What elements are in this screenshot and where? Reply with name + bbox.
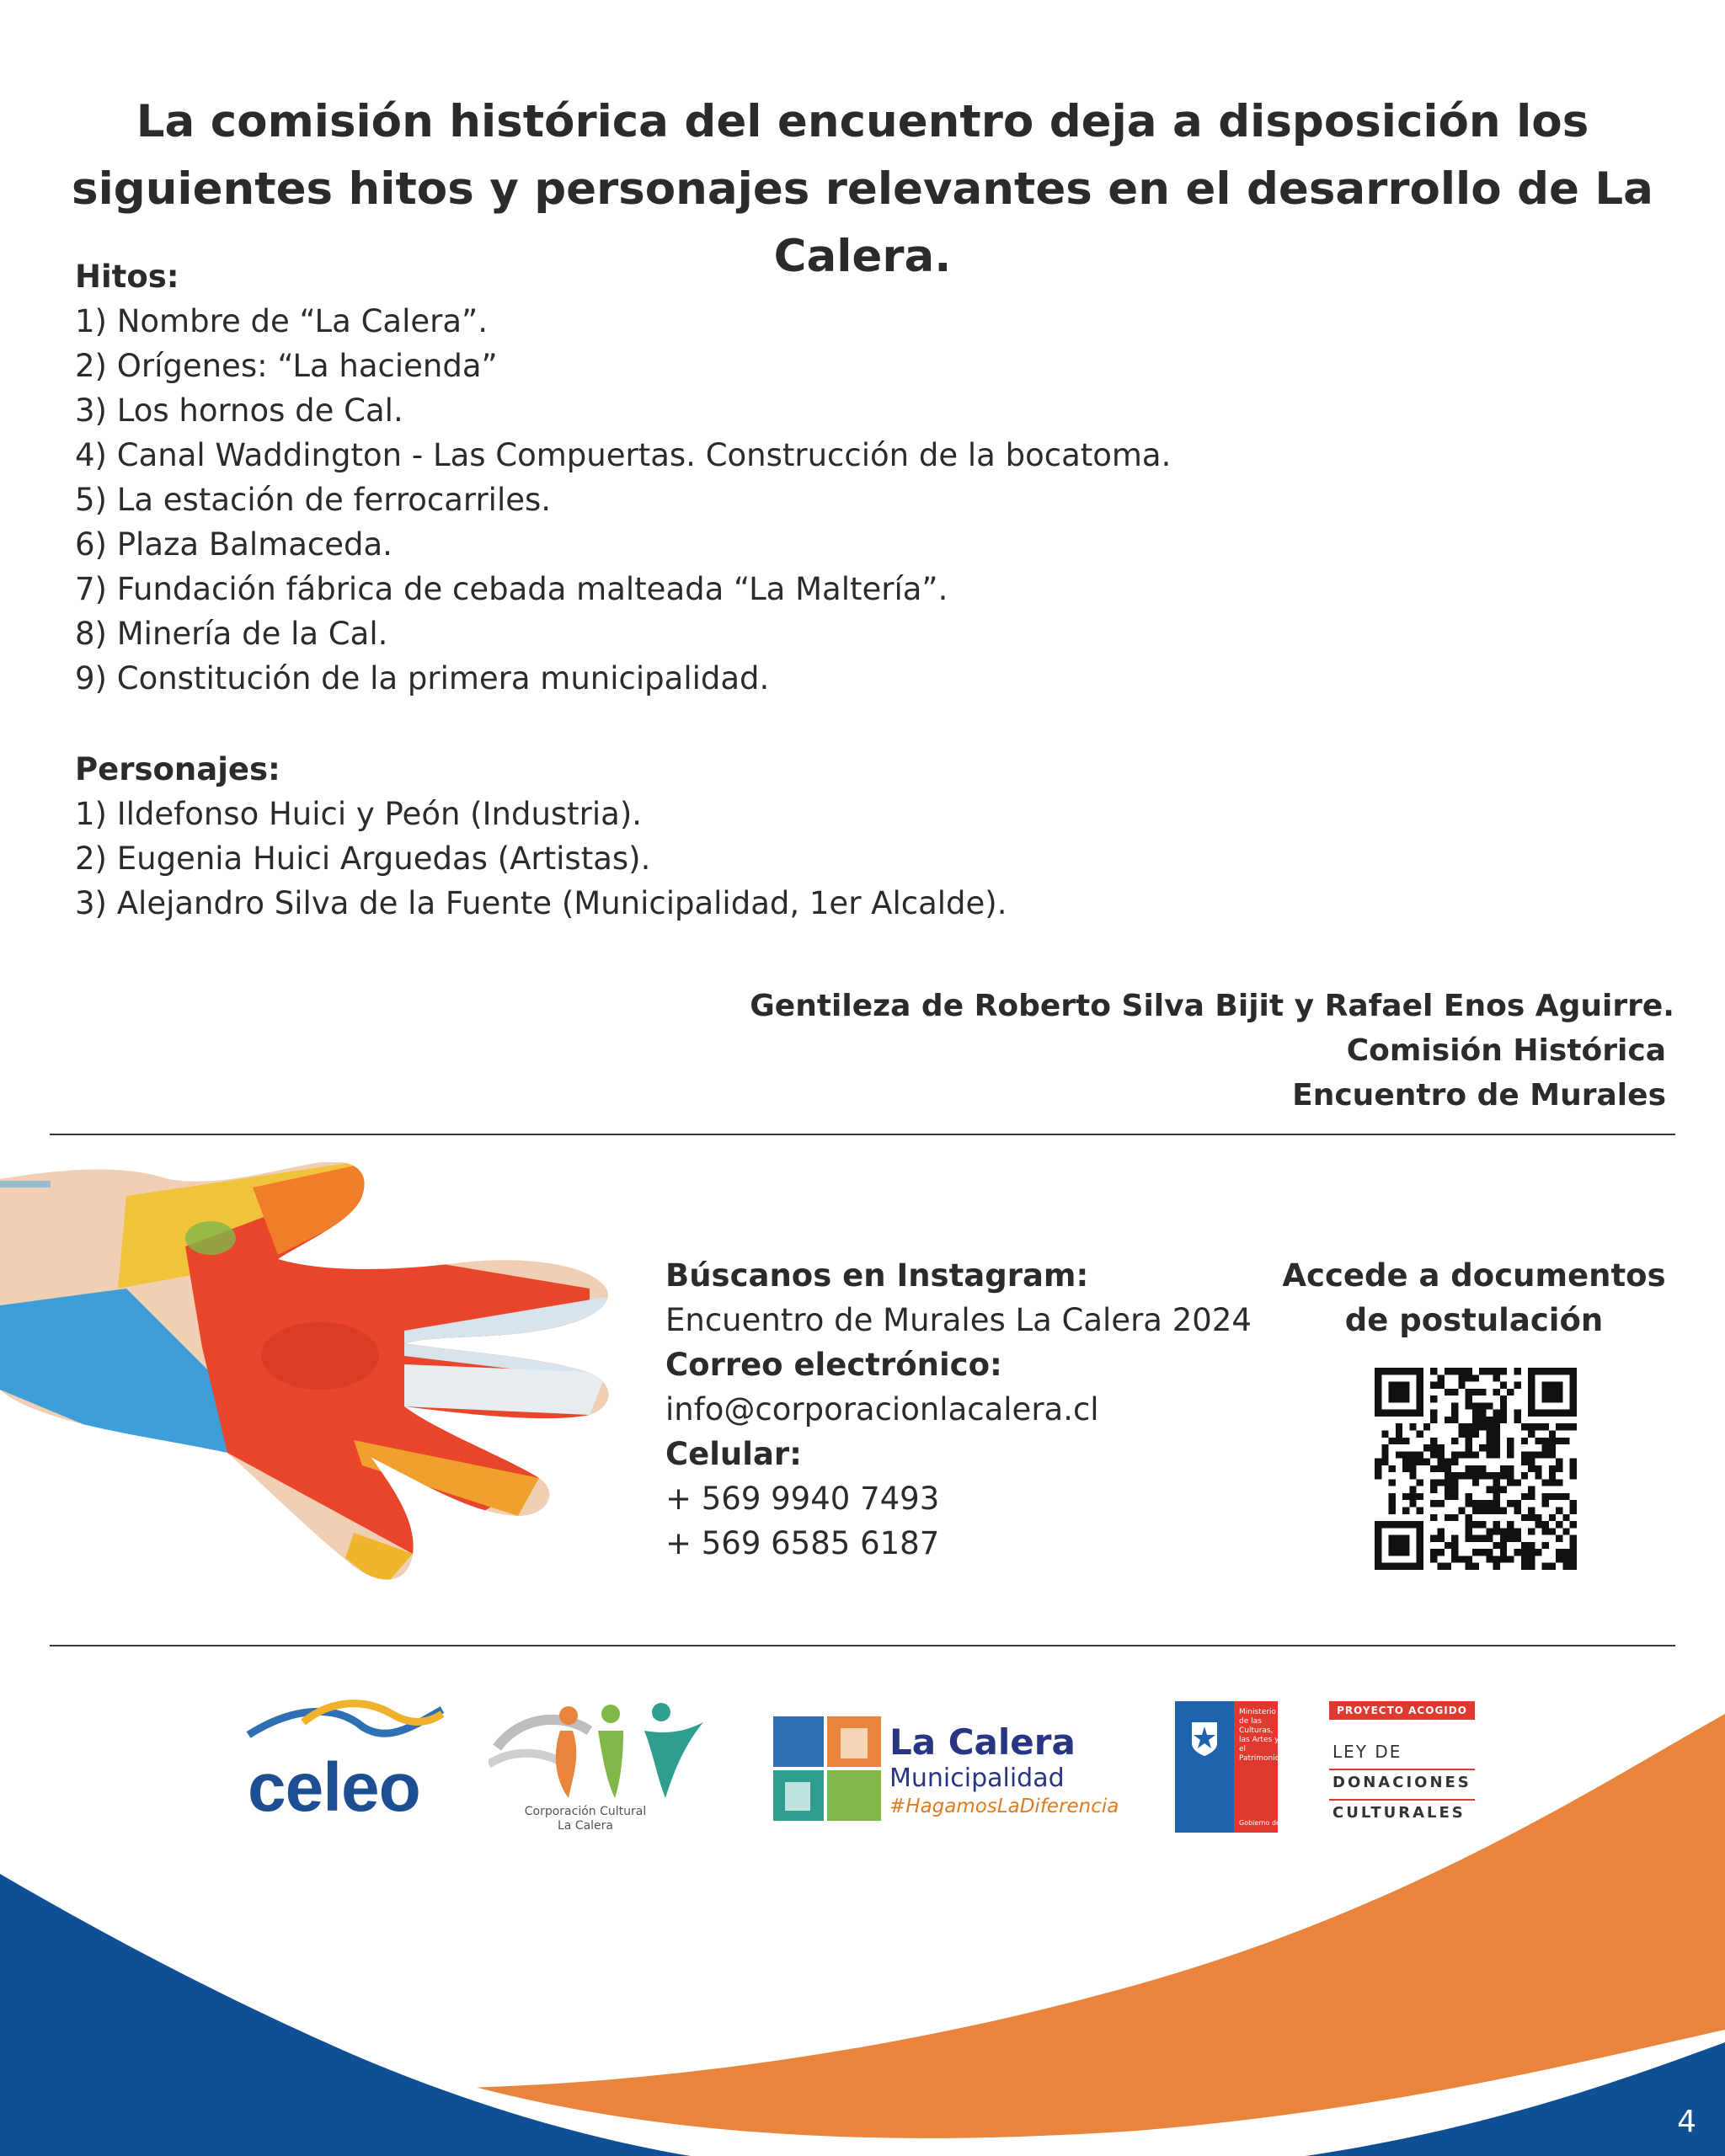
divider bbox=[50, 1134, 1675, 1135]
personaje-item: 3) Alejandro Silva de la Fuente (Municipalidad, 1er Alcalde). bbox=[75, 885, 1007, 921]
contact-block bbox=[665, 1253, 1252, 1566]
email-value[interactable]: info@corporacionlacalera.cl bbox=[665, 1391, 1099, 1428]
proyecto-tag: PROYECTO ACOGIDO bbox=[1329, 1701, 1475, 1720]
coat-of-arms-icon bbox=[1183, 1710, 1226, 1760]
painted-hand-illustration bbox=[0, 1162, 623, 1617]
phone-number[interactable]: + 569 9940 7493 bbox=[665, 1481, 940, 1517]
personaje-item: 2) Eugenia Huici Arguedas (Artistas). bbox=[75, 841, 651, 877]
celeo-wave-icon bbox=[244, 1693, 446, 1752]
credits-line: Comisión Histórica bbox=[1346, 1033, 1666, 1068]
municipalidad-emblem-icon bbox=[773, 1716, 881, 1821]
page-number: 4 bbox=[1677, 2105, 1696, 2139]
docs-heading bbox=[1272, 1253, 1676, 1342]
divider bbox=[50, 1645, 1675, 1646]
ministerio-culturas-logo bbox=[1175, 1701, 1475, 1833]
hito-item: 7) Fundación fábrica de cebada malteada “La Maltería”. bbox=[75, 571, 948, 607]
hito-item: 6) Plaza Balmaceda. bbox=[75, 526, 393, 563]
docs-line: de postulación bbox=[1344, 1302, 1604, 1338]
hitos-section bbox=[75, 254, 1171, 701]
municipalidad-name: La Calera bbox=[889, 1721, 1076, 1763]
personaje-item: 1) Ildefonso Huici y Peón (Industria). bbox=[75, 796, 643, 832]
ley-donaciones-block bbox=[1329, 1701, 1475, 1833]
gobierno-text: Gobierno de Chile bbox=[1239, 1819, 1300, 1827]
qr-code[interactable] bbox=[1375, 1368, 1577, 1570]
culturales-text: CULTURALES bbox=[1332, 1804, 1466, 1822]
phone-label: Celular: bbox=[665, 1436, 802, 1472]
email-label: Correo electrónico: bbox=[665, 1347, 1002, 1383]
municipalidad-logo bbox=[773, 1716, 1119, 1826]
figures-icon bbox=[489, 1697, 716, 1802]
credits-line: Encuentro de Murales bbox=[1292, 1078, 1666, 1113]
donaciones-text: DONACIONES bbox=[1332, 1774, 1471, 1791]
hito-item: 4) Canal Waddington - Las Compuertas. Construcción de la bocatoma. bbox=[75, 437, 1172, 473]
hito-item: 8) Minería de la Cal. bbox=[75, 616, 388, 652]
celeo-logo bbox=[244, 1693, 446, 1836]
celeo-wordmark: celeo bbox=[248, 1749, 420, 1826]
municipalidad-hashtag: #HagamosLaDiferencia bbox=[889, 1796, 1119, 1817]
docs-line: Accede a documentos bbox=[1282, 1257, 1666, 1294]
hitos-heading: Hitos: bbox=[75, 259, 179, 295]
page-title: La comisión histórica del encuentro deja a disposición los siguientes hitos y personajes relevantes en el desarrollo de La Calera. bbox=[72, 96, 1653, 282]
ley-de-text: LEY DE bbox=[1332, 1742, 1402, 1762]
separator-line bbox=[1329, 1769, 1475, 1770]
instagram-label: Búscanos en Instagram: bbox=[665, 1257, 1089, 1294]
personajes-heading: Personajes: bbox=[75, 751, 280, 787]
credits-block bbox=[664, 984, 1674, 1118]
municipalidad-subtitle: Municipalidad bbox=[889, 1764, 1065, 1793]
personajes-section bbox=[75, 747, 1007, 926]
corporacion-cultural-logo bbox=[489, 1697, 716, 1840]
hito-item: 5) La estación de ferrocarriles. bbox=[75, 482, 552, 518]
credits-line: Gentileza de Roberto Silva Bijit y Rafael Enos Aguirre. bbox=[750, 989, 1674, 1023]
corporacion-caption: Corporación Cultural La Calera bbox=[524, 1805, 647, 1833]
hito-item: 2) Orígenes: “La hacienda” bbox=[75, 348, 498, 384]
instagram-value[interactable]: Encuentro de Murales La Calera 2024 bbox=[665, 1302, 1252, 1338]
hito-item: 9) Constitución de la primera municipalidad. bbox=[75, 660, 770, 696]
separator-line bbox=[1329, 1799, 1475, 1801]
hito-item: 1) Nombre de “La Calera”. bbox=[75, 303, 488, 339]
ministerio-text: Ministerio de las Culturas, las Artes y el Patrimonio bbox=[1239, 1708, 1280, 1763]
hito-item: 3) Los hornos de Cal. bbox=[75, 392, 403, 429]
phone-number[interactable]: + 569 6585 6187 bbox=[665, 1525, 940, 1561]
